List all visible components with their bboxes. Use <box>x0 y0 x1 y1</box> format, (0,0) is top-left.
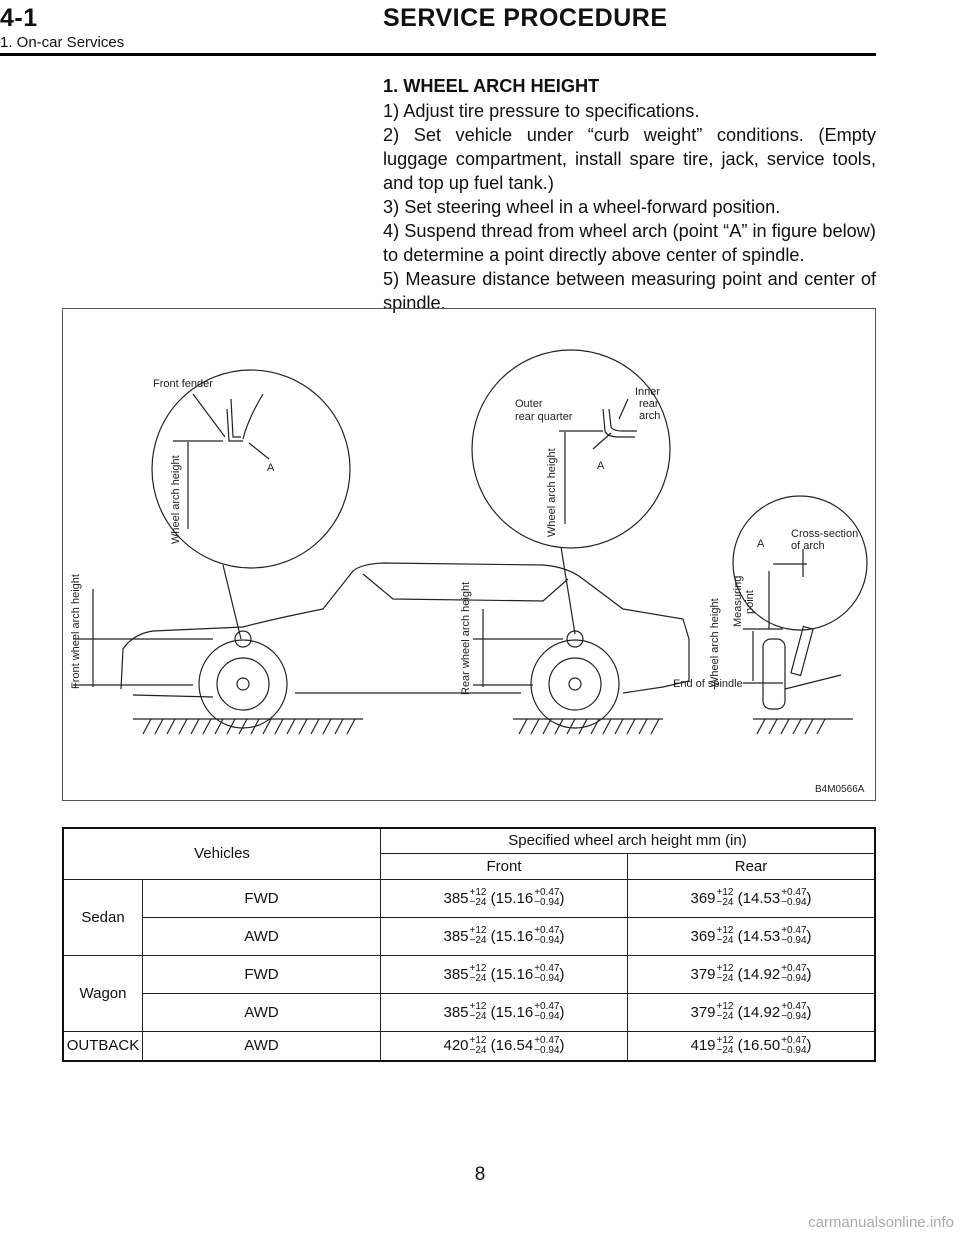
step-5: 5) Measure distance between measuring point and center of spindle. <box>383 269 876 313</box>
front-fender-outline-2 <box>231 399 241 437</box>
label-a-front: A <box>267 462 275 474</box>
label-right-height: Wheel arch height <box>709 598 721 687</box>
label-rear-detail-height: Wheel arch height <box>546 448 558 537</box>
drive-cell: AWD <box>143 993 381 1031</box>
rear-hub <box>549 658 601 710</box>
ground-hatch-1 <box>143 719 355 734</box>
inner-arch-leader <box>619 399 628 419</box>
front-wheel <box>199 640 287 728</box>
rear-value: 379 +12 −24 ( 14.92 +0.47 −0.94 ) <box>628 993 876 1031</box>
rear-value: 419 +12 −24 ( 16.50 +0.47 −0.94 ) <box>628 1031 876 1061</box>
point-a-leader-front <box>249 443 269 459</box>
car-body <box>121 563 689 697</box>
procedure-text <box>383 74 876 315</box>
label-outer-2: rear quarter <box>515 411 573 423</box>
step-4: 4) Suspend thread from wheel arch (point “A” in figure below) to determine a point directly above center of spindle. <box>383 221 876 265</box>
front-value: 385 +12 −24 ( 15.16 +0.47 −0.94 ) <box>381 917 628 955</box>
tire-section <box>763 639 785 709</box>
model-cell: Wagon <box>63 955 143 1031</box>
front-hub <box>217 658 269 710</box>
procedure-heading: 1. WHEEL ARCH HEIGHT <box>383 76 600 96</box>
watermark: carmanualsonline.info <box>808 1214 954 1231</box>
wheel-arch-diagram <box>63 309 875 800</box>
section-subtitle: 1. On-car Services <box>0 34 125 51</box>
page-number: 8 <box>474 1164 486 1185</box>
shock-absorber <box>791 627 813 676</box>
label-inner-3: arch <box>639 410 661 422</box>
front-value: 385 +12 −24 ( 15.16 +0.47 −0.94 ) <box>381 879 628 917</box>
header-rear: Rear <box>628 853 876 879</box>
header-front: Front <box>381 853 628 879</box>
rear-arch-outline <box>603 409 635 437</box>
table-row <box>63 917 875 955</box>
rear-arch-outline-2 <box>609 409 637 431</box>
spindle-rod <box>785 675 841 689</box>
rear-value: 379 +12 −24 ( 14.92 +0.47 −0.94 ) <box>628 955 876 993</box>
label-front-fender: Front fender <box>153 378 213 390</box>
label-measuring-2: point <box>744 590 756 614</box>
table-row <box>63 993 875 1031</box>
rear-value: 369 +12 −24 ( 14.53 +0.47 −0.94 ) <box>628 879 876 917</box>
section-code: 4-1 <box>0 4 38 32</box>
drive-cell: AWD <box>143 1031 381 1061</box>
spec-table <box>62 827 876 1062</box>
header-vehicles: Vehicles <box>63 828 381 879</box>
label-front-detail-height: Wheel arch height <box>170 455 182 544</box>
rear-wheel <box>531 640 619 728</box>
front-spindle <box>237 678 249 690</box>
front-fender-outline <box>227 409 243 441</box>
model-cell: Sedan <box>63 879 143 955</box>
point-a-leader-rear <box>593 433 611 449</box>
ground-hatch-2 <box>519 719 659 734</box>
label-end-of-spindle: End of spindle <box>673 678 743 690</box>
label-measuring-1: Measuring <box>732 575 744 627</box>
rear-detail-circle <box>472 350 670 548</box>
rear-value: 369 +12 −24 ( 14.53 +0.47 −0.94 ) <box>628 917 876 955</box>
front-value: 420 +12 −24 ( 16.54 +0.47 −0.94 ) <box>381 1031 628 1061</box>
header-spec: Specified wheel arch height mm (in) <box>381 828 876 853</box>
front-fender-curve <box>243 394 263 439</box>
label-rear-wheel-arch-height: Rear wheel arch height <box>460 581 472 695</box>
label-inner-1: Inner <box>635 386 661 398</box>
front-measure-point <box>235 631 251 647</box>
label-inner-2: rear <box>639 398 659 410</box>
step-3: 3) Set steering wheel in a wheel-forward position. <box>383 197 781 217</box>
table-row <box>63 955 875 993</box>
ground-hatch-3 <box>757 719 825 734</box>
front-value: 385 +12 −24 ( 15.16 +0.47 −0.94 ) <box>381 955 628 993</box>
label-a-cross: A <box>757 538 765 550</box>
rear-leader-line <box>561 547 575 634</box>
table-row <box>63 879 875 917</box>
rear-spindle <box>569 678 581 690</box>
figure-code: B4M0566A <box>815 784 865 795</box>
drive-cell: FWD <box>143 879 381 917</box>
page-title: SERVICE PROCEDURE <box>383 4 668 32</box>
label-outer-1: Outer <box>515 398 543 410</box>
wheel-arch-figure <box>62 308 876 801</box>
drive-cell: AWD <box>143 917 381 955</box>
cross-section-shape <box>773 549 807 577</box>
model-cell: OUTBACK <box>63 1031 143 1061</box>
table-row <box>63 1031 875 1061</box>
header-rule <box>0 53 876 56</box>
front-fender-leader <box>193 394 225 437</box>
label-front-wheel-arch-height: Front wheel arch height <box>70 574 82 689</box>
step-2: 2) Set vehicle under “curb weight” conditions. (Empty luggage compartment, install spare tire, jack, service tools, and top up fuel tank.) <box>383 125 876 193</box>
label-cross-1: Cross-section <box>791 528 859 540</box>
label-cross-2: of arch <box>791 540 825 552</box>
drive-cell: FWD <box>143 955 381 993</box>
front-value: 385 +12 −24 ( 15.16 +0.47 −0.94 ) <box>381 993 628 1031</box>
step-1: 1) Adjust tire pressure to specifications. <box>383 101 700 121</box>
label-a-rear: A <box>597 460 605 472</box>
